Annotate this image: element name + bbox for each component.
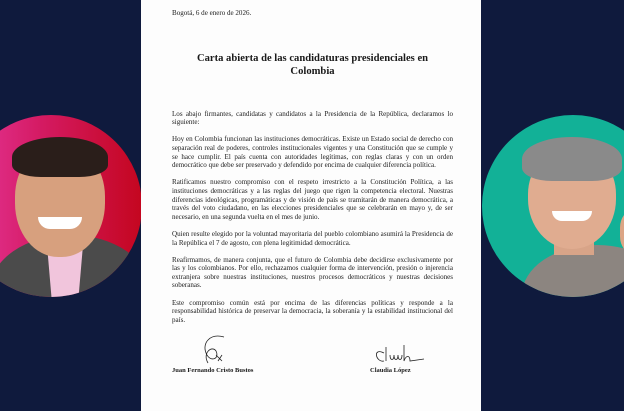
smile-shape <box>552 211 592 221</box>
signature-lopez-icon <box>370 333 440 367</box>
signatory-name: Juan Fernando Cristo Bustos <box>172 367 254 375</box>
letter-date: Bogotá, 6 de enero de 2026. <box>172 9 252 17</box>
signatory-name: Claudia López <box>370 367 411 375</box>
letter-paragraph: Este compromiso común está por encima de las diferencias políticas y responde a la responsabilidad histórica de preservar la democracia, la soberanía y la estabilidad institucional del país. <box>172 298 453 324</box>
letter-paragraph: Hoy en Colombia funcionan las instituciones democráticas. Existe un Estado social de derecho con separación real de poderes, controles institucionales vigentes y una Constitución que se cumple y se hace cumplir. El país cuenta con autoridades legítimas, con reglas claras y con un orden democrático que debe ser preservado y defendido por encima de cualquier diferencia política. <box>172 135 453 170</box>
letter-paragraph: Reafirmamos, de manera conjunta, que el futuro de Colombia debe decidirse exclusivamente por las y los colombianos. Por ello, rechazamos cualquier forma de intervención, presión o injerencia extranjera sobre nuestras instituciones, nuestros procesos democráticos y nuestras decisiones soberanas. <box>172 255 453 290</box>
letter-paragraph: Los abajo firmantes, candidatas y candidatos a la Presidencia de la República, declaramos lo siguiente: <box>172 109 453 127</box>
open-letter-document <box>141 0 481 411</box>
signatory-left <box>172 333 312 376</box>
portrait-juan-fernando-cristo <box>0 115 142 297</box>
letter-title: Carta abierta de las candidaturas presidenciales en Colombia <box>196 52 429 77</box>
hair-shape <box>12 137 108 177</box>
signature-block <box>172 333 453 393</box>
letter-paragraph: Quien resulte elegido por la voluntad mayoritaria del pueblo colombiano asumirá la Presidencia de la República el 7 de agosto, con plena legitimidad democrática. <box>172 229 453 247</box>
hair-shape <box>522 137 622 181</box>
smile-shape <box>38 217 82 229</box>
signature-cristo-icon <box>172 333 252 367</box>
signatory-right <box>370 333 460 376</box>
portrait-claudia-lopez <box>482 115 624 297</box>
letter-paragraph: Ratificamos nuestro compromiso con el respeto irrestricto a la Constitución Política, a las instituciones democráticas y a las reglas del juego que rigen la competencia electoral. Nuestras diferencias ideológicas, programáticas y de visión de país se tramitarán de manera democrática, a través del voto ciudadano, en las elecciones presidenciales que se celebrarán en mayo y, de ser necesario, en una segunda vuelta en el mes de junio. <box>172 178 453 221</box>
